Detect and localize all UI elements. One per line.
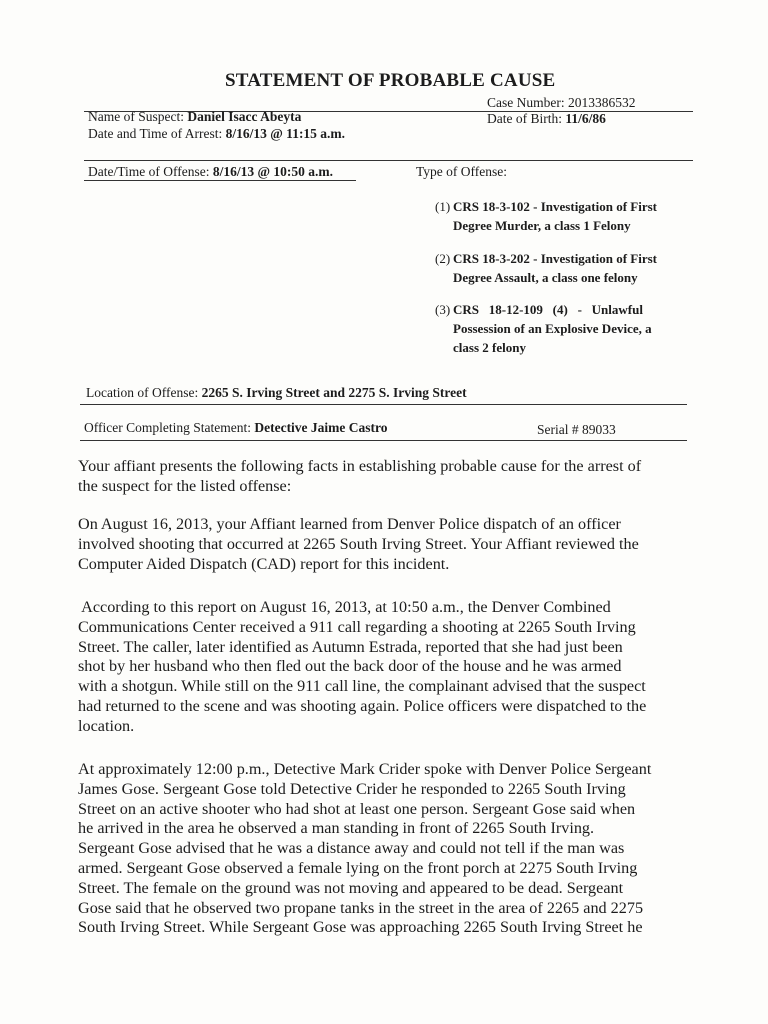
suspect-value: Daniel Isacc Abeyta <box>187 109 302 124</box>
arrest-datetime <box>88 126 345 142</box>
offense-line: CRS 18-3-202 - Investigation of First <box>453 251 658 266</box>
divider <box>84 180 356 181</box>
suspect-label: Name of Suspect: <box>88 109 184 124</box>
arrest-value: 8/16/13 @ 11:15 a.m. <box>225 126 346 141</box>
paragraph-line: Your affiant presents the following facts in establishing probable cause for the arrest of <box>78 457 642 475</box>
paragraph-intro <box>78 457 678 497</box>
paragraph-line: had returned to the scene and was shooting again. Police officers were dispatched to the <box>78 696 647 715</box>
offense-line: CRS 18-3-102 - Investigation of First <box>453 199 658 214</box>
paragraph-line: Street. The caller, later identified as Autumn Estrada, reported that she had just been <box>78 637 623 656</box>
offense-time-value: 8/16/13 @ 10:50 a.m. <box>212 164 334 179</box>
offense-number: (2) <box>435 251 451 266</box>
offense-line: Possession of an Explosive Device, a <box>453 321 652 336</box>
paragraph-line: According to this report on August 16, 2013, at 10:50 a.m., the Denver Combined <box>78 598 611 616</box>
paragraph-dispatch <box>78 515 678 574</box>
case-number-label: Case Number: <box>487 95 565 110</box>
paragraph-cad-report <box>78 598 678 737</box>
case-number-value: 2013386532 <box>567 95 636 110</box>
offense-location <box>86 385 467 401</box>
offense-type-label: Type of Offense: <box>416 164 508 179</box>
paragraph-line: Communications Center received a 911 call regarding a shooting at 2265 South Irving <box>78 617 636 636</box>
paragraph-line: with a shotgun. While still on the 911 call line, the complainant advised that the suspect <box>78 677 646 696</box>
paragraph-line: Sergeant Gose advised that he was a distance away and could not tell if the man was <box>78 839 625 858</box>
paragraph-line: Computer Aided Dispatch (CAD) report for this incident. <box>78 554 450 573</box>
dob-label: Date of Birth: <box>487 111 562 126</box>
officer-value: Detective Jaime Castro <box>254 420 388 435</box>
paragraph-line: Street. The female on the ground was not moving and appeared to be dead. Sergeant <box>78 878 624 897</box>
date-of-birth <box>487 111 606 127</box>
suspect-name <box>88 109 301 125</box>
location-label: Location of Offense: <box>86 385 199 400</box>
offense-line: Degree Assault, a class one felony <box>453 270 638 285</box>
officer-label: Officer Completing Statement: <box>84 420 251 435</box>
paragraph-sergeant <box>78 760 678 938</box>
offense-datetime <box>88 164 333 180</box>
offense-time-label: Date/Time of Offense: <box>88 164 210 179</box>
offense-item <box>435 197 657 235</box>
paragraph-line: shot by her husband who then fled out the back door of the house and he was armed <box>78 657 622 676</box>
offense-line: CRS 18-12-109 (4) - Unlawful <box>453 302 643 317</box>
paragraph-line: location. <box>78 716 135 735</box>
paragraph-line: South Irving Street. While Sergeant Gose was approaching 2265 South Irving Street he <box>78 918 643 937</box>
paragraph-line: Street on an active shooter who had shot at least one person. Sergeant Gose said when <box>78 799 636 818</box>
divider <box>84 160 693 161</box>
paragraph-line: On August 16, 2013, your Affiant learned from Denver Police dispatch of an officer <box>78 515 621 533</box>
location-value: 2265 S. Irving Street and 2275 S. Irving Street <box>201 385 467 400</box>
divider <box>80 440 687 441</box>
divider <box>80 404 687 405</box>
offense-number: (1) <box>435 199 451 214</box>
offense-number: (3) <box>435 302 451 317</box>
paragraph-line: At approximately 12:00 p.m., Detective Mark Crider spoke with Denver Police Sergeant <box>78 760 652 778</box>
offense-line: class 2 felony <box>453 340 526 355</box>
paragraph-line: James Gose. Sergeant Gose told Detective Crider he responded to 2265 South Irving <box>78 779 626 798</box>
paragraph-line: the suspect for the listed offense: <box>78 476 292 495</box>
paragraph-line: armed. Sergeant Gose observed a female lying on the front porch at 2275 South Irving <box>78 858 638 877</box>
officer-completing <box>84 420 388 436</box>
offense-item <box>435 249 657 287</box>
paragraph-line: he arrived in the area he observed a man standing in front of 2265 South Irving. <box>78 819 595 838</box>
serial-number: Serial # 89033 <box>537 422 616 437</box>
offense-line: Degree Murder, a class 1 Felony <box>453 218 631 233</box>
arrest-label: Date and Time of Arrest: <box>88 126 223 141</box>
paragraph-line: involved shooting that occurred at 2265 South Irving Street. Your Affiant reviewed the <box>78 534 639 553</box>
dob-value: 11/6/86 <box>565 111 606 126</box>
offense-item <box>435 300 652 357</box>
case-number <box>487 95 635 111</box>
document-title: STATEMENT OF PROBABLE CAUSE <box>225 70 556 91</box>
paragraph-line: Gose said that he observed two propane tanks in the street in the area of 2265 and 2275 <box>78 898 644 917</box>
